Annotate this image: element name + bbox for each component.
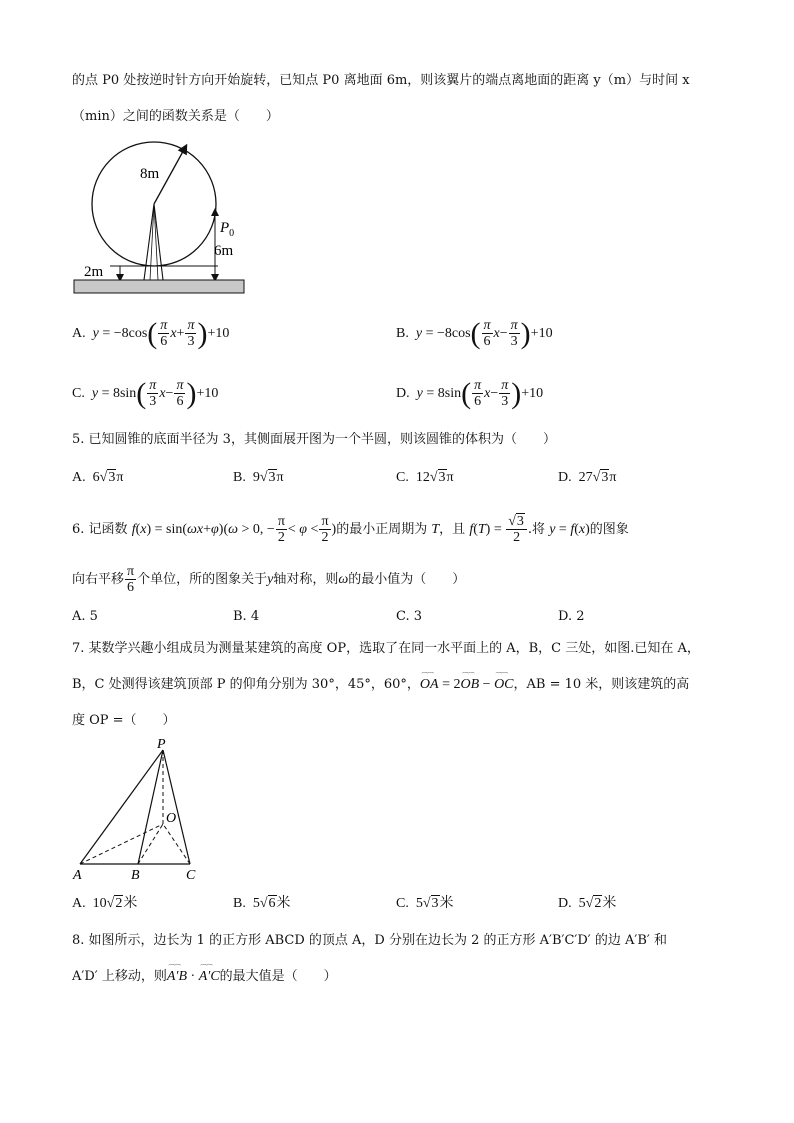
base-label: 2m xyxy=(84,264,104,280)
q5-option-a[interactable]: A. 6√3π xyxy=(72,470,124,485)
q4-stem-line2: （min）之间的函数关系是（ ） xyxy=(72,109,279,124)
q7-option-c[interactable]: C. 5√3米 xyxy=(396,896,454,911)
q5-stem: 5. 已知圆锥的底面半径为 3，其侧面展开图为一个半圆，则该圆锥的体积为（ ） xyxy=(72,432,556,447)
ground xyxy=(74,280,244,293)
q6-stem-line2: 向右平移 $\frac{\pi}{6}$ 个单位，所的图象关于y轴对称，则ω的最小值为（ ） xyxy=(72,564,466,596)
q7-option-b[interactable]: B. 5√6米 xyxy=(233,896,291,911)
q6-option-d[interactable]: D. 2 xyxy=(558,609,585,624)
q6-stem-line1: 6. 记函数 f(x) = sin(ωx+φ)(ω > 0, − $\frac{\pi}{2}$ < φ < $\frac{\pi}{2}$ )的最小正周期为 T，且 f(T) = $\frac{√3}{2}$ .将 y = f(x)的图象 xyxy=(72,514,629,546)
q7-stem-line2: B，C 处测得该建筑顶部 P 的仰角分别为 30°，45°，60°，⌒⌒ OA = 2⌒⌒ OB − ⌒⌒ OC，AB = 10 米，则该建筑的高 xyxy=(72,676,689,694)
label-C: C xyxy=(186,868,196,883)
q7-stem-line1: 7. 某数学兴趣小组成员为测量某建筑的高度 OP，选取了在同一水平面上的 A，B，C 三处，如图.已知在 A， xyxy=(72,641,700,656)
ferris-wheel-figure xyxy=(70,138,250,298)
radius-label: 8m xyxy=(140,166,160,182)
label-B: B xyxy=(131,868,140,883)
pyramid-figure xyxy=(68,736,218,884)
q7-stem-line3: 度 OP =（ ） xyxy=(72,713,176,728)
p0-label: $P_0$ xyxy=(220,220,235,239)
q8-stem-line2: A′D′ 上移动，则⌒⌒ A′B · ⌒⌒ A′C的最大值是（ ） xyxy=(72,968,337,986)
q4-option-a[interactable]: A. y = −8cos( $\frac{\pi}{6}$ x+ $\frac{\pi}{3}$ )+10 xyxy=(72,316,230,350)
q6-option-b[interactable]: B. 4 xyxy=(233,609,260,624)
tower-right xyxy=(154,204,163,280)
q5-option-d[interactable]: D. 27√3π xyxy=(558,470,617,485)
q6-option-c[interactable]: C. 3 xyxy=(396,609,423,624)
q4-option-c[interactable]: C. y = 8sin( $\frac{\pi}{3}$ x− $\frac{\pi}{6}$ )+10 xyxy=(72,376,219,410)
tower-left xyxy=(144,204,154,280)
label-A: A xyxy=(73,868,82,883)
q5-option-b[interactable]: B. 9√3π xyxy=(233,470,284,485)
q7-option-d[interactable]: D. 5√2米 xyxy=(558,896,617,911)
height-label: 6m xyxy=(214,243,234,259)
label-O: O xyxy=(166,811,177,826)
q4-option-b[interactable]: B. y = −8cos( $\frac{\pi}{6}$ x− $\frac{\pi}{3}$ )+10 xyxy=(396,316,553,350)
q5-option-c[interactable]: C. 12√3π xyxy=(396,470,454,485)
q7-option-a[interactable]: A. 10√2米 xyxy=(72,896,138,911)
q8-stem-line1: 8. 如图所示，边长为 1 的正方形 ABCD 的顶点 A，D 分别在边长为 2 的正方形 A′B′C′D′ 的边 A′B′ 和 xyxy=(72,933,667,948)
label-P: P xyxy=(157,737,166,752)
q6-option-a[interactable]: A. 5 xyxy=(72,609,98,624)
q4-stem-line1: 的点 P0 处按逆时针方向开始旋转，已知点 P0 离地面 6m，则该翼片的端点离地面的距离 y（m）与时间 x xyxy=(72,73,690,88)
q4-option-d[interactable]: D. y = 8sin( $\frac{\pi}{6}$ x− $\frac{\pi}{3}$ )+10 xyxy=(396,376,544,410)
